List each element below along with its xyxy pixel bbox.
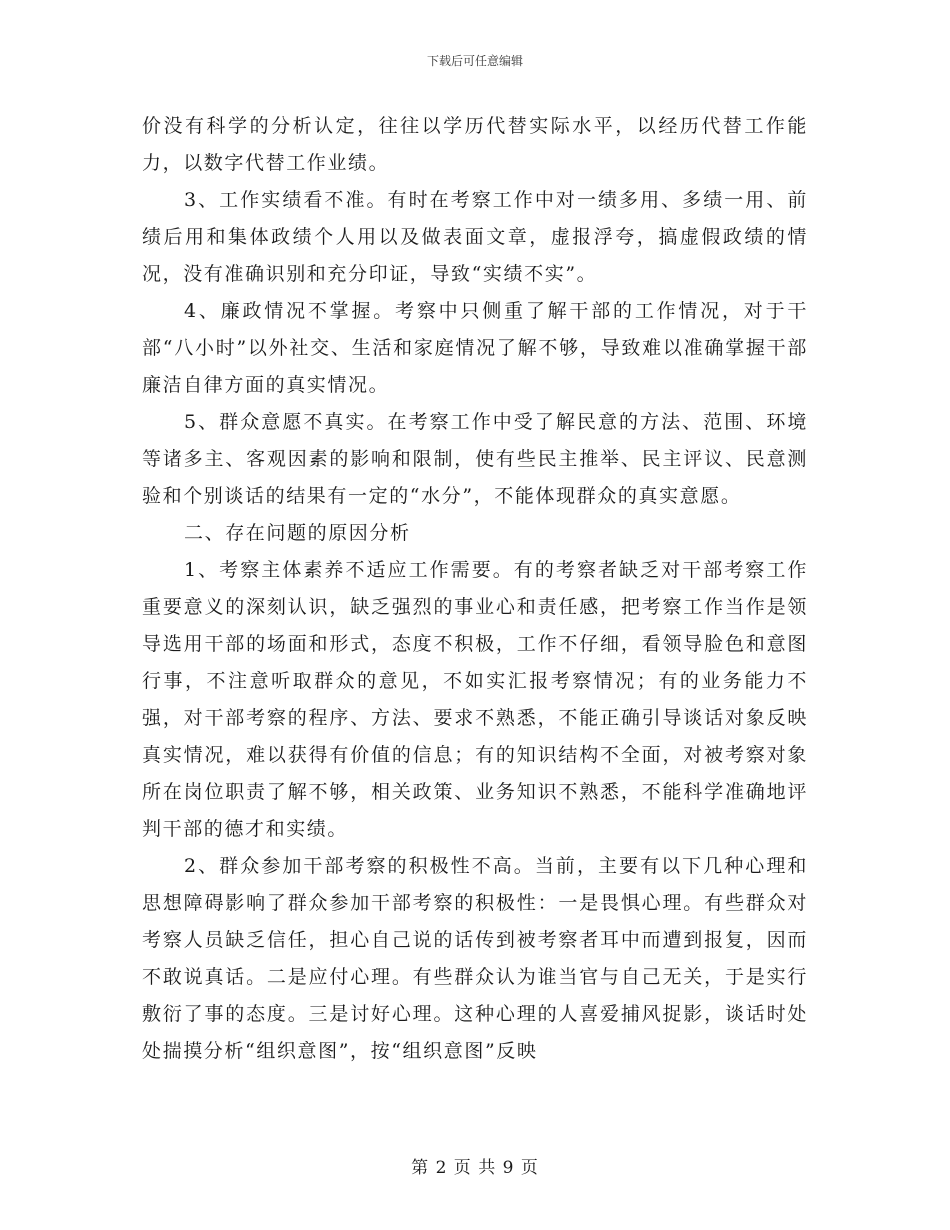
paragraph-6: 2、群众参加干部考察的积极性不高。当前，主要有以下几种心理和思想障碍影响了群众参加干部考察的积极性：一是畏惧心理。有些群众对考察人员缺乏信任，担心自己说的话传到被考察者耳中而遭到报复，因而不敢说真话。二是应付心理。有些群众认为谁当官与自己无关，于是实行敷衍了事的态度。三是讨好心理。这种心理的人喜爱捕风捉影，谈话时处处揣摸分析“组织意图”，按“组织意图”反映 [142, 855, 808, 1062]
paragraph-1: 价没有科学的分析认定，往往以学历代替实际水平，以经历代替工作能力，以数字代替工作业绩。 [142, 115, 808, 174]
document-body [142, 108, 808, 1070]
paragraph-5: 1、考察主体素养不适应工作需要。有的考察者缺乏对干部考察工作重要意义的深刻认识，缺乏强烈的事业心和责任感，把考察工作当作是领导选用干部的场面和形式，态度不积极，工作不仔细，看领导脸色和意图行事，不注意听取群众的意见，不如实汇报考察情况；有的业务能力不强，对干部考察的程序、方法、要求不熟悉，不能正确引导谈话对象反映真实情况，难以获得有价值的信息；有的知识结构不全面，对被考察对象所在岗位职责了解不够，相关政策、业务知识不熟悉，不能科学准确地评判干部的德才和实绩。 [142, 559, 808, 840]
paragraph-2: 3、工作实绩看不准。有时在考察工作中对一绩多用、多绩一用、前绩后用和集体政绩个人用以及做表面文章，虚报浮夸，搞虚假政绩的情况，没有准确识别和充分印证，导致“实绩不实”。 [142, 189, 808, 285]
page-number: 第 2 页 共 9 页 [411, 1158, 539, 1178]
page-header: 下载后可任意编辑 [426, 54, 523, 68]
paragraph-3: 4、廉政情况不掌握。考察中只侧重了解干部的工作情况，对于干部“八小时”以外社交、生活和家庭情况了解不够，导致难以准确掌握干部廉洁自律方面的真实情况。 [142, 300, 808, 396]
section-heading: 二、存在问题的原因分析 [184, 522, 411, 544]
paragraph-4: 5、群众意愿不真实。在考察工作中受了解民意的方法、范围、环境等诸多主、客观因素的影响和限制，使有些民主推举、民主评议、民意测验和个别谈话的结果有一定的“水分”，不能体现群众的真实意愿。 [142, 411, 808, 507]
